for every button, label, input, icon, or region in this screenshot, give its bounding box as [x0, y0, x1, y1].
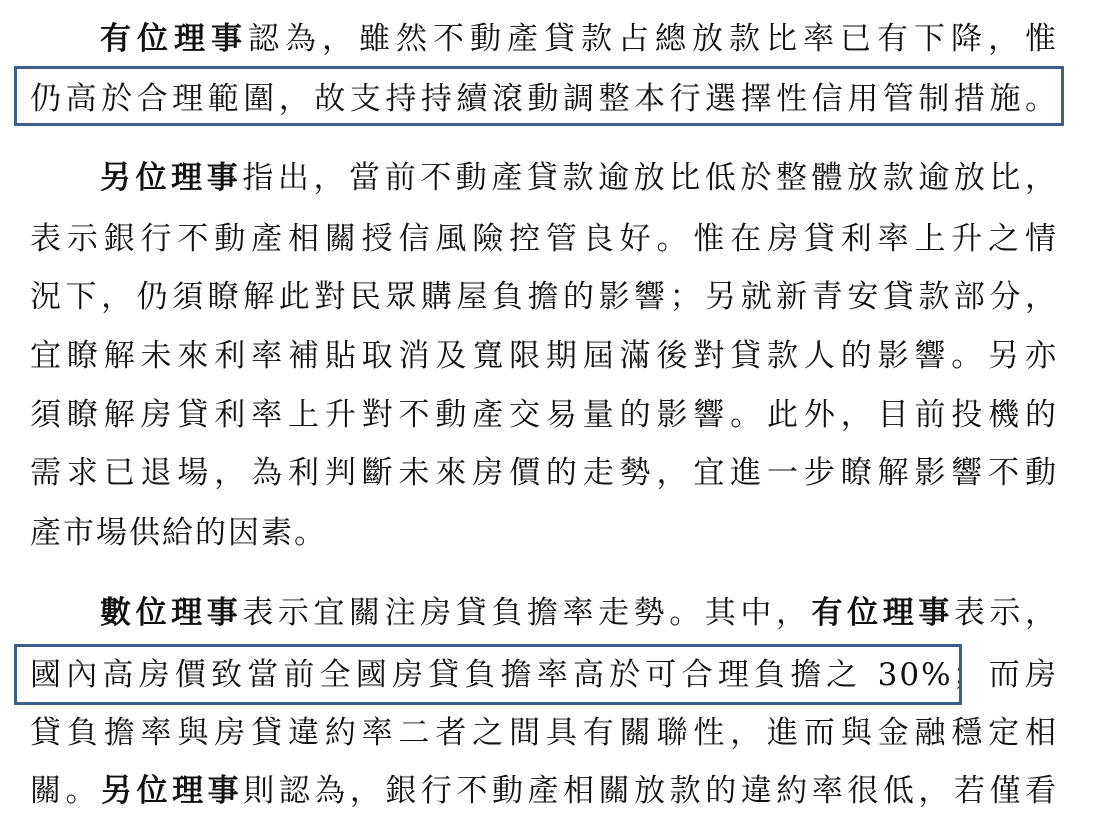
paragraph-1-line-1	[100, 19, 1058, 59]
text-run: 指出，當前不動產貸款逾放比低於整體放款逾放比，	[242, 160, 1059, 196]
bold-phrase: 有位理事	[811, 595, 954, 631]
paragraph-2-line-1	[100, 158, 1058, 198]
bold-phrase: 數位理事	[100, 595, 243, 631]
text-run: 宜瞭解未來利率補貼取消及寬限期屆滿後對貸款人的影響。另亦	[30, 338, 1058, 374]
paragraph-2-line-4	[30, 336, 1058, 376]
paragraph-2-line-5	[30, 395, 1058, 435]
text-run: 表示銀行不動產相關授信風險控管良好。惟在房貸利率上升之情	[30, 221, 1058, 257]
highlight-box-2	[14, 644, 962, 705]
text-run: 產市場供給的因素。	[30, 515, 327, 551]
text-run: 認為，雖然不動產貸款占總放款比率已有下降，惟	[248, 21, 1058, 57]
text-run: 表示宜關注房貸負擔率走勢。其中，	[242, 595, 812, 631]
text-run: 況下，仍須瞭解此對民眾購屋負擔的影響；另就新青安貸款部分，	[30, 279, 1058, 315]
text-run: 須瞭解房貸利率上升對不動產交易量的影響。此外，目前投機的	[30, 397, 1058, 433]
paragraph-3-line-3	[30, 713, 1058, 753]
paragraph-3-line-4	[30, 771, 1058, 811]
highlighted-text-run: 國內高房價致當前全國房貸負擔率高於可合理負擔之 30%	[30, 657, 953, 693]
text-run: 則認為，銀行不動產相關放款的違約率很低，若僅看	[243, 773, 1059, 809]
paragraph-2-line-7	[30, 513, 1058, 553]
text-run: 關。	[30, 773, 102, 809]
bold-phrase: 另位理事	[101, 773, 244, 809]
text-run: 仍高於合理範圍，故支持持續滾動調整本行選擇性信用管制措施。	[30, 81, 1058, 117]
bold-phrase: 有位理事	[100, 21, 248, 57]
text-run: 貸負擔率與房貸違約率二者之間具有關聯性，進而與金融穩定相	[30, 715, 1058, 751]
bold-phrase: 另位理事	[100, 160, 243, 196]
text-run: 表示，	[953, 595, 1059, 631]
text-run: 需求已退場，為利判斷未來房價的走勢，宜進一步瞭解影響不動	[30, 455, 1058, 491]
paragraph-3-line-1	[100, 593, 1058, 633]
paragraph-2-line-2	[30, 219, 1058, 259]
paragraph-2-line-3	[30, 277, 1058, 317]
paragraph-2-line-6	[30, 453, 1058, 493]
highlight-box-1	[14, 66, 1064, 126]
text-run: ；而房	[952, 657, 1058, 693]
